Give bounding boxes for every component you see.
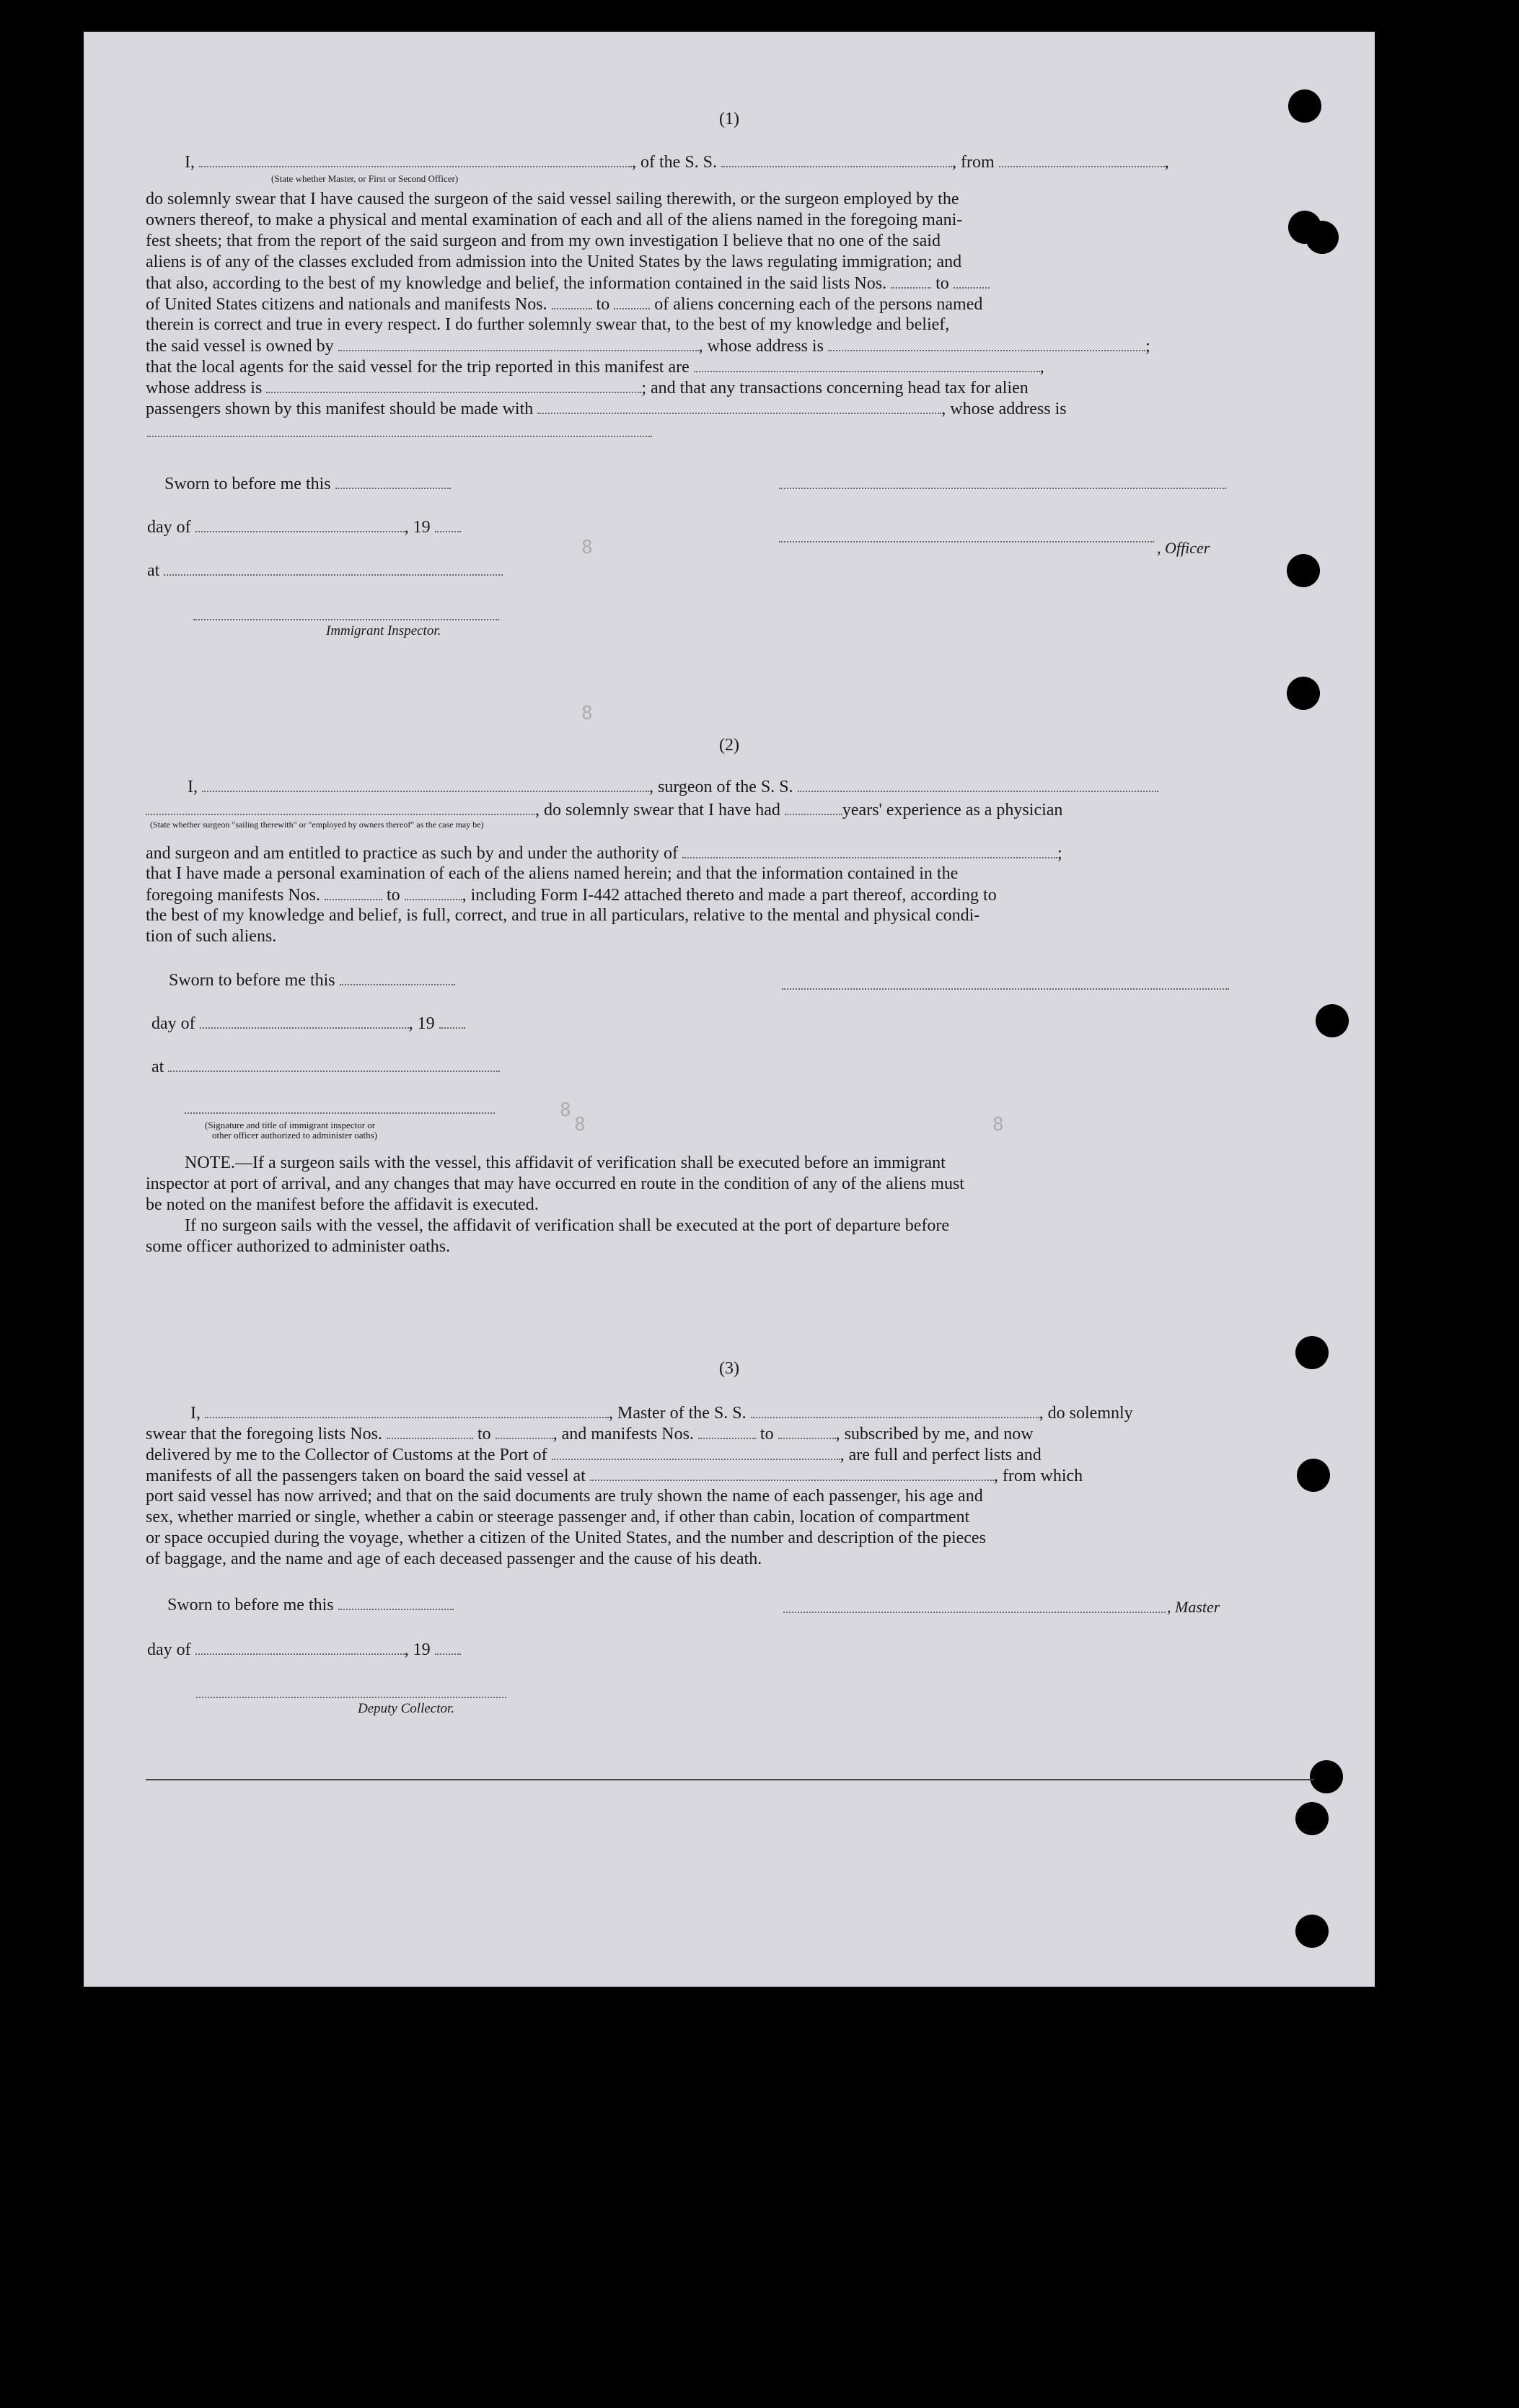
owner-field[interactable] xyxy=(338,335,699,351)
section-2-para-line: foregoing manifests Nos. to , including Form I-442 attached thereto and made a part thereof, according to xyxy=(146,886,997,905)
at-line-1: at xyxy=(147,560,1308,581)
section-1-para-line: of United States citizens and nationals and manifests Nos. to of aliens concerning each of the persons named xyxy=(146,295,983,314)
punch-hole xyxy=(1310,1760,1343,1793)
bleed-through-mark: 8 xyxy=(574,1114,586,1135)
bottom-rule xyxy=(146,1779,1314,1780)
master-ship-field[interactable] xyxy=(751,1402,1039,1418)
officer-caption-1: (Signature and title of immigrant inspector or xyxy=(205,1120,376,1130)
agents-address-field[interactable] xyxy=(266,377,641,393)
at-place-field-1[interactable] xyxy=(164,560,503,576)
ship-name-field[interactable] xyxy=(721,151,952,167)
owner-address-field[interactable] xyxy=(828,335,1145,351)
year-field-1[interactable] xyxy=(435,517,461,532)
day-of-line-2: day of , 19 xyxy=(151,1013,1313,1034)
head-tax-address-field[interactable] xyxy=(147,436,652,437)
master-manifests-to-field[interactable] xyxy=(778,1423,836,1439)
day-of-line-1: day of , 19 xyxy=(147,517,1308,538)
bleed-through-mark: 8 xyxy=(581,703,593,724)
officer-rank-field[interactable] xyxy=(199,151,632,167)
years-experience-field[interactable] xyxy=(785,799,842,815)
master-name-field[interactable] xyxy=(205,1402,609,1418)
note-line: If no surgeon sails with the vessel, the affidavit of verification shall be executed at the port of departure before xyxy=(185,1216,950,1235)
section-1-para-line: the said vessel is owned by , whose address is ; xyxy=(146,337,1150,356)
surgeon-ship-field[interactable] xyxy=(798,776,1158,792)
bleed-through-mark: 8 xyxy=(581,537,593,558)
section-1-para-line: that also, according to the best of my knowledge and belief, the information contained in the said lists Nos. to xyxy=(146,273,1307,294)
surgeon-manifests-to-field[interactable] xyxy=(405,884,462,900)
section-3-line-2: swear that the foregoing lists Nos. to , and manifests Nos. to , subscribed by me, and now xyxy=(146,1425,1034,1444)
section-3-para-line: or space occupied during the voyage, whether a citizen of the United States, and the number and description of the pieces xyxy=(146,1529,986,1547)
officer-caption-2: other officer authorized to administer oaths) xyxy=(212,1130,377,1141)
at-place-field-2[interactable] xyxy=(168,1056,500,1072)
port-field[interactable] xyxy=(552,1444,840,1460)
sworn-date-field-3[interactable] xyxy=(338,1594,454,1610)
section-2-para-line: that I have made a personal examination of each of the aliens named herein; and that the information contained in the xyxy=(146,864,959,883)
section-1-para-line: whose address is ; and that any transactions concerning head tax for alien xyxy=(146,379,1029,397)
section-3-number: (3) xyxy=(719,1359,739,1378)
master-label: , Master xyxy=(1167,1598,1220,1616)
day-of-field-2[interactable] xyxy=(200,1013,409,1029)
day-of-field-1[interactable] xyxy=(195,517,405,532)
section-3-para-line: port said vessel has now arrived; and that on the said documents are truly shown the name of each passenger, his age and xyxy=(146,1487,983,1506)
section-2-para-line: tion of such aliens. xyxy=(146,927,277,946)
manifests-from-field[interactable] xyxy=(552,294,592,309)
section-3-para-line: sex, whether married or single, whether a cabin or steerage passenger and, if other than cabin, location of compartment xyxy=(146,1508,970,1526)
note-line: some officer authorized to administer oaths. xyxy=(146,1237,451,1256)
master-signature-field[interactable] xyxy=(783,1612,1166,1613)
section-1-para-line: fest sheets; that from the report of the said surgeon and from my own investigation I believe that no one of the said xyxy=(146,232,941,250)
day-of-line-3: day of , 19 xyxy=(147,1639,1308,1661)
note-line: inspector at port of arrival, and any changes that may have occurred en route in the condition of any of the aliens must xyxy=(146,1174,964,1193)
section-2-line-1: I, , surgeon of the S. S. xyxy=(188,776,1349,798)
master-lists-to-field[interactable] xyxy=(496,1423,553,1439)
section-2-line-2: , do solemnly swear that I have had years' experience as a physician xyxy=(146,799,1307,821)
section-2-number: (2) xyxy=(719,736,739,755)
manifest-page xyxy=(84,32,1375,1987)
lists-to-field[interactable] xyxy=(954,273,990,289)
surgeon-type-field[interactable] xyxy=(146,799,535,815)
head-tax-agent-field[interactable] xyxy=(537,398,941,414)
surgeon-signature-field[interactable] xyxy=(782,988,1229,990)
section-1-para-line: that the local agents for the said vessel for the trip reported in this manifest are , xyxy=(146,358,1044,377)
section-2-para-line: the best of my knowledge and belief, is full, correct, and true in all particulars, relative to the mental and physical condi- xyxy=(146,906,980,925)
collector-signature-field[interactable] xyxy=(196,1697,506,1698)
departure-port-field[interactable] xyxy=(590,1465,994,1481)
master-manifests-from-field[interactable] xyxy=(698,1423,756,1439)
sworn-date-field-1[interactable] xyxy=(335,473,451,489)
bleed-through-mark: 8 xyxy=(992,1114,1004,1135)
year-field-2[interactable] xyxy=(439,1013,465,1029)
section-1-para-line: owners thereof, to make a physical and mental examination of each and all of the aliens named in the foregoing mani- xyxy=(146,211,963,229)
surgeon-manifests-from-field[interactable] xyxy=(325,884,382,900)
year-field-3[interactable] xyxy=(435,1639,461,1655)
ship-label: , of the S. S. xyxy=(632,153,718,172)
section-1-para-line: aliens is of any of the classes excluded from admission into the United States by the laws regulating immigration; and xyxy=(146,252,962,271)
sworn-line-3: Sworn to before me this xyxy=(167,1594,1329,1616)
inspector-signature-field[interactable] xyxy=(193,619,499,620)
note-line: be noted on the manifest before the affidavit is executed. xyxy=(146,1195,539,1214)
officer-label: , Officer xyxy=(1157,539,1210,557)
officer-name-field[interactable] xyxy=(779,541,1154,542)
sworn-line-1: Sworn to before me this xyxy=(164,473,1326,495)
section-3-line-4: manifests of all the passengers taken on board the said vessel at , from which xyxy=(146,1467,1083,1485)
sworn-line-2: Sworn to before me this xyxy=(169,970,1330,991)
section-3-line-3: delivered by me to the Collector of Customs at the Port of , are full and perfect lists and xyxy=(146,1446,1042,1464)
lists-from-field[interactable] xyxy=(891,273,931,289)
section-3-para-line: of baggage, and the name and age of each deceased passenger and the cause of his death. xyxy=(146,1550,762,1568)
section-1-number: (1) xyxy=(719,110,739,128)
from-port-field[interactable] xyxy=(999,151,1165,167)
punch-hole xyxy=(1316,1004,1349,1037)
section-1-para-line: do solemnly swear that I have caused the surgeon of the said vessel sailing therewith, or the surgeon employed by the xyxy=(146,190,959,208)
at-line-2: at xyxy=(151,1056,1313,1078)
punch-hole xyxy=(1295,1802,1329,1835)
note-line: NOTE.—If a surgeon sails with the vessel, this affidavit of verification shall be executed before an immigrant xyxy=(185,1154,946,1172)
sworn-date-field-2[interactable] xyxy=(340,970,455,985)
manifests-to-field[interactable] xyxy=(614,294,650,309)
collector-label: Deputy Collector. xyxy=(358,1701,455,1716)
punch-hole xyxy=(1295,1915,1329,1948)
section-3-line-1: I, , Master of the S. S. , do solemnly xyxy=(190,1404,1133,1423)
authority-field[interactable] xyxy=(682,843,1057,858)
surgeon-type-caption: (State whether surgeon "sailing therewith" or "employed by owners thereof" as the case may be) xyxy=(150,819,484,830)
local-agents-field[interactable] xyxy=(694,356,1040,372)
section-1-para-line: passengers shown by this manifest should be made with , whose address is xyxy=(146,400,1067,418)
from-label: , from xyxy=(952,153,995,172)
officer-signature-field[interactable] xyxy=(779,488,1226,489)
section-2-para-line: and surgeon and am entitled to practice as such by and under the authority of ; xyxy=(146,844,1062,863)
section-1-line-1: I, , of the S. S. , from , xyxy=(185,153,1169,172)
section-1-para-line: therein is correct and true in every respect. I do further solemnly swear that, to the best of my knowledge and belief, xyxy=(146,315,950,334)
inspector-label: Immigrant Inspector. xyxy=(326,623,441,638)
rank-caption: (State whether Master, or First or Second Officer) xyxy=(271,173,459,184)
master-lists-from-field[interactable] xyxy=(387,1423,473,1439)
day-of-field-3[interactable] xyxy=(195,1639,405,1655)
authorized-officer-signature-field[interactable] xyxy=(185,1112,495,1114)
i-label: I, xyxy=(185,153,195,172)
surgeon-name-field[interactable] xyxy=(202,776,649,792)
punch-hole xyxy=(1287,677,1320,710)
bleed-through-mark: 8 xyxy=(560,1099,571,1121)
punch-hole xyxy=(1306,221,1339,254)
